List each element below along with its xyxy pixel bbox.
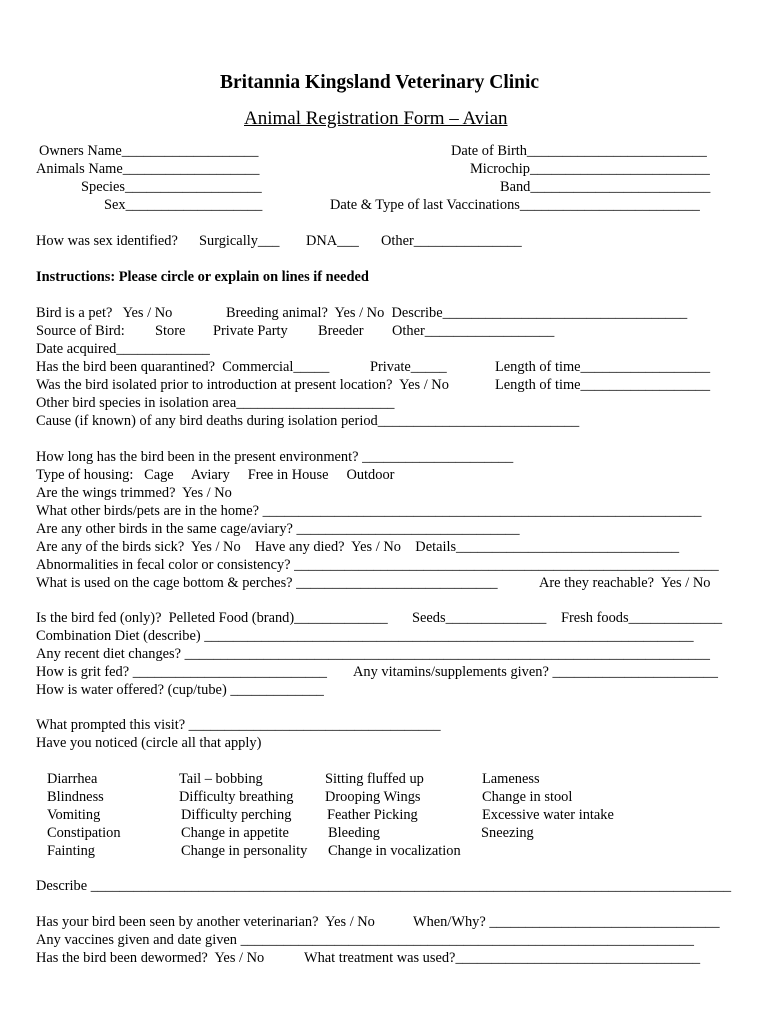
symptom-option[interactable]: Fainting [47,843,95,859]
symptom-option[interactable]: Drooping Wings [325,789,421,805]
symptom-option[interactable]: Change in vocalization [328,843,461,859]
reachable-question[interactable]: Are they reachable? Yes / No [539,575,711,591]
symptom-option[interactable]: Tail – bobbing [179,771,263,787]
other-vet-question[interactable]: Has your bird been seen by another veterinarian? Yes / No [36,914,375,930]
symptom-option[interactable]: Constipation [47,825,121,841]
quarantine-private-field[interactable]: Private_____ [370,359,447,375]
environment-duration-field[interactable]: How long has the bird been in the present environment? _____________________ [36,449,514,465]
animals-name-field[interactable]: Animals Name___________________ [36,161,260,177]
symptom-option[interactable]: Change in stool [482,789,573,805]
visit-reason-field[interactable]: What prompted this visit? ___________________________________ [36,717,441,733]
treatment-field[interactable]: What treatment was used?__________________________________ [304,950,701,966]
wings-trimmed-question[interactable]: Are the wings trimmed? Yes / No [36,485,232,501]
species-field[interactable]: Species___________________ [81,179,262,195]
source-breeder-option[interactable]: Breeder [318,323,364,339]
microchip-field[interactable]: Microchip_________________________ [470,161,710,177]
vaccinations-field[interactable]: Date & Type of last Vaccinations_________________________ [330,197,700,213]
symptom-option[interactable]: Change in appetite [181,825,289,841]
describe-field[interactable]: Describe _________________________________________________________________________________________ [36,878,732,894]
other-pets-field[interactable]: What other birds/pets are in the home? _____________________________________________________________ [36,503,702,519]
deaths-field[interactable]: Cause (if known) of any bird deaths during isolation period____________________________ [36,413,580,429]
birds-sick-question[interactable]: Are any of the birds sick? Yes / No Have any died? Yes / No Details_______________________________ [36,539,680,555]
band-field[interactable]: Band_________________________ [500,179,711,195]
symptom-option[interactable]: Difficulty perching [181,807,292,823]
isolated-question[interactable]: Was the bird isolated prior to introduction at present location? Yes / No [36,377,449,393]
grit-field[interactable]: How is grit fed? ___________________________ [36,664,327,680]
quarantine-length-field[interactable]: Length of time__________________ [495,359,711,375]
symptom-option[interactable]: Blindness [47,789,104,805]
sex-other-option[interactable]: Other_______________ [381,233,522,249]
source-private-option[interactable]: Private Party [213,323,288,339]
symptom-option[interactable]: Sneezing [481,825,534,841]
clinic-name: Britannia Kingsland Veterinary Clinic [220,72,540,93]
recent-diet-changes-field[interactable]: Any recent diet changes? _________________________________________________________________________ [36,646,710,662]
combination-diet-field[interactable]: Combination Diet (describe) ____________________________________________________________________ [36,628,694,644]
form-title: Animal Registration Form – Avian [244,108,508,129]
symptom-option[interactable]: Lameness [482,771,540,787]
date-of-birth-field[interactable]: Date of Birth_________________________ [451,143,707,159]
date-acquired-field[interactable]: Date acquired_____________ [36,341,210,357]
vaccines-field[interactable]: Any vaccines given and date given _______________________________________________________________ [36,932,694,948]
source-other-field[interactable]: Other__________________ [392,323,555,339]
cage-bottom-field[interactable]: What is used on the cage bottom & perches? ____________________________ [36,575,498,591]
sex-dna-option[interactable]: DNA___ [306,233,359,249]
sex-surgically-option[interactable]: Surgically___ [199,233,280,249]
fresh-foods-field[interactable]: Fresh foods_____________ [561,610,723,626]
symptom-option[interactable]: Sitting fluffed up [325,771,424,787]
symptom-option[interactable]: Feather Picking [327,807,418,823]
pelleted-food-field[interactable]: Is the bird fed (only)? Pelleted Food (brand)_____________ [36,610,388,626]
same-cage-field[interactable]: Are any other birds in the same cage/aviary? _______________________________ [36,521,520,537]
breeding-question[interactable]: Breeding animal? Yes / No Describe__________________________________ [226,305,688,321]
source-label: Source of Bird: [36,323,125,339]
noticed-instruction: Have you noticed (circle all that apply) [36,735,262,751]
other-species-field[interactable]: Other bird species in isolation area______________________ [36,395,395,411]
when-why-field[interactable]: When/Why? ________________________________ [413,914,720,930]
symptom-option[interactable]: Change in personality [181,843,308,859]
water-offered-field[interactable]: How is water offered? (cup/tube) _____________ [36,682,324,698]
symptom-option[interactable]: Bleeding [328,825,380,841]
symptom-option[interactable]: Diarrhea [47,771,98,787]
dewormed-question[interactable]: Has the bird been dewormed? Yes / No [36,950,265,966]
symptom-option[interactable]: Excessive water intake [482,807,614,823]
symptom-option[interactable]: Vomiting [47,807,101,823]
seeds-field[interactable]: Seeds______________ [412,610,547,626]
sex-identified-question: How was sex identified? [36,233,178,249]
instructions: Instructions: Please circle or explain on lines if needed [36,269,369,285]
quarantined-question[interactable]: Has the bird been quarantined? Commercial_____ [36,359,330,375]
housing-type-question[interactable]: Type of housing: Cage Aviary Free in House Outdoor [36,467,395,483]
owners-name-field[interactable]: Owners Name___________________ [39,143,259,159]
symptom-option[interactable]: Difficulty breathing [179,789,294,805]
source-store-option[interactable]: Store [155,323,186,339]
isolation-length-field[interactable]: Length of time__________________ [495,377,711,393]
vitamins-field[interactable]: Any vitamins/supplements given? _______________________ [353,664,718,680]
fecal-abnormalities-field[interactable]: Abnormalities in fecal color or consistency? ___________________________________________________________ [36,557,719,573]
sex-field[interactable]: Sex___________________ [104,197,263,213]
is-pet-question[interactable]: Bird is a pet? Yes / No [36,305,173,321]
